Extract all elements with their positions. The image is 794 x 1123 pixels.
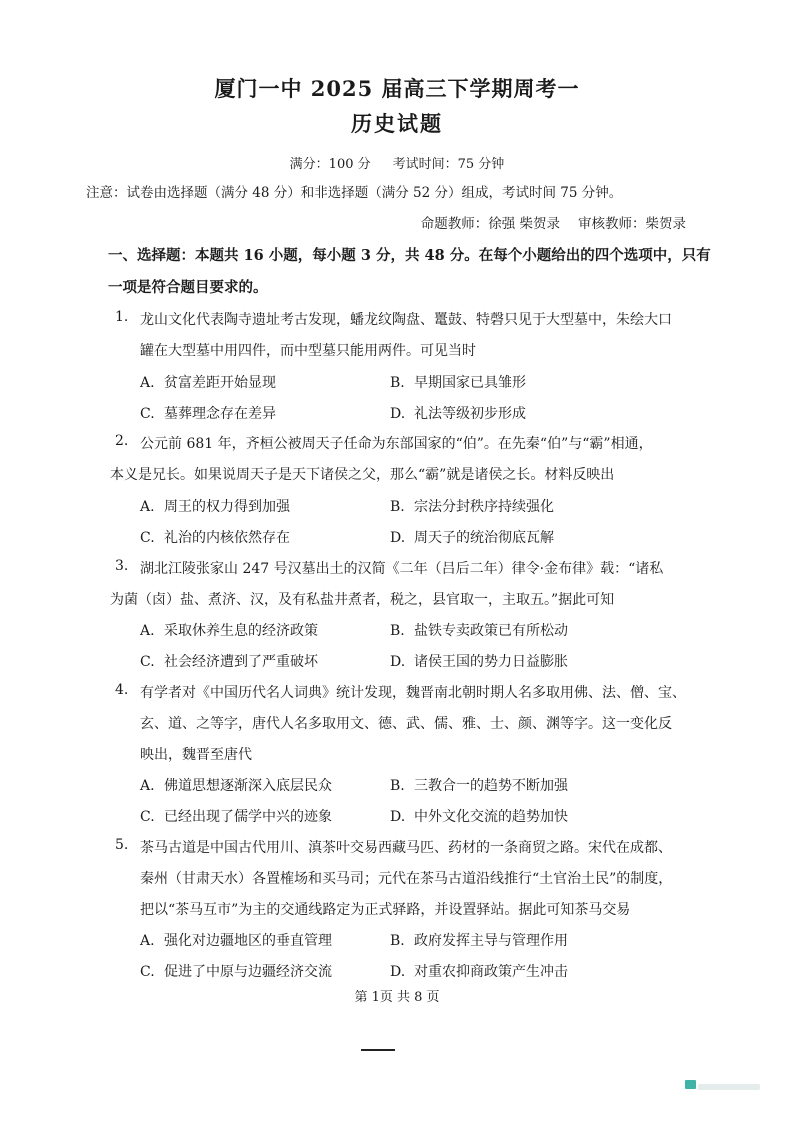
option-letter: B.	[390, 933, 405, 949]
option-b[interactable]	[390, 620, 568, 640]
option-letter: D.	[390, 809, 406, 825]
option-text: 礼治的内核依然存在	[164, 530, 290, 546]
question-setter: 命题教师：徐强 柴贺录	[420, 216, 560, 232]
question-number: 4.	[115, 682, 129, 698]
option-letter: A.	[140, 778, 155, 794]
option-c[interactable]	[140, 651, 318, 671]
question-number: 1.	[115, 309, 129, 325]
option-b[interactable]	[390, 930, 568, 950]
option-letter: D.	[390, 530, 406, 546]
option-a[interactable]	[140, 775, 332, 795]
option-b[interactable]	[390, 496, 554, 516]
question-number: 2.	[115, 433, 129, 449]
scan-watermark-icon	[685, 1080, 696, 1089]
page-number: 第 1页 共 8 页	[354, 990, 440, 1005]
option-d[interactable]	[390, 806, 568, 826]
option-text: 政府发挥主导与管理作用	[414, 933, 568, 949]
option-letter: B.	[390, 778, 405, 794]
question-number: 5.	[115, 837, 129, 853]
exam-title: 厦门一中 2025 届高三下学期周考一	[214, 76, 580, 101]
footer-divider	[361, 1049, 395, 1051]
option-letter: A.	[140, 499, 155, 515]
option-letter: A.	[140, 375, 155, 391]
option-a[interactable]	[140, 620, 318, 640]
option-c[interactable]	[140, 806, 332, 826]
option-text: 礼法等级初步形成	[414, 406, 526, 422]
option-text: 采取休养生息的经济政策	[164, 623, 318, 639]
option-d[interactable]	[390, 961, 568, 981]
question-text-line: 罐在大型墓中用四件，而中型墓只能用两件。可见当时	[140, 343, 476, 359]
option-text: 墓葬理念存在差异	[164, 406, 276, 422]
option-letter: C.	[140, 530, 155, 546]
section-heading-line-2: 一项是符合题目要求的。	[108, 279, 268, 296]
question-number: 3.	[115, 558, 129, 574]
option-text: 周天子的统治彻底瓦解	[414, 530, 554, 546]
option-text: 社会经济遭到了严重破坏	[164, 654, 318, 670]
question-text-line: 本义是兄长。如果说周天子是天下诸侯之父，那么“霸”就是诸侯之长。材料反映出	[110, 467, 615, 483]
option-text: 促进了中原与边疆经济交流	[164, 964, 332, 980]
option-c[interactable]	[140, 961, 332, 981]
option-text: 对重农抑商政策产生冲击	[414, 964, 568, 980]
option-letter: D.	[390, 964, 406, 980]
question-text-line: 公元前 681 年，齐桓公被周天子任命为东部国家的“伯”。在先秦“伯”与“霸”相通，	[140, 436, 653, 452]
option-text: 贫富差距开始显现	[164, 375, 276, 391]
option-text: 三教合一的趋势不断加强	[414, 778, 568, 794]
option-b[interactable]	[390, 372, 526, 392]
question-text-line: 湖北江陵张家山 247 号汉墓出土的汉简《二年（吕后二年）律令·金布律》载：“诸私	[140, 561, 664, 577]
option-text: 强化对边疆地区的垂直管理	[164, 933, 332, 949]
option-letter: C.	[140, 964, 155, 980]
option-letter: D.	[390, 406, 406, 422]
option-letter: D.	[390, 654, 406, 670]
exam-meta	[0, 153, 794, 172]
question-reviewer: 审核教师：柴贺录	[578, 216, 686, 232]
section-heading-line-1: 一、选择题：本题共 16 小题，每小题 3 分，共 48 分。在每个小题给出的四个选项中，只有	[108, 247, 711, 264]
option-letter: B.	[390, 623, 405, 639]
option-a[interactable]	[140, 496, 290, 516]
exam-time: 考试时间：75 分钟	[392, 157, 505, 172]
option-text: 早期国家已具雏形	[414, 375, 526, 391]
option-c[interactable]	[140, 527, 290, 547]
question-text-line: 有学者对《中国历代名人词典》统计发现，魏晋南北朝时期人名多取用佛、法、僧、宝、	[140, 685, 686, 701]
question-text-line: 玄、道、之等字，唐代人名多取用文、德、武、儒、雅、士、颜、渊等字。这一变化反	[140, 716, 672, 732]
question-text-line: 茶马古道是中国古代用川、滇茶叶交易西藏马匹、药材的一条商贸之路。宋代在成都、	[140, 840, 672, 856]
option-d[interactable]	[390, 527, 554, 547]
question-text-line: 龙山文化代表陶寺遗址考古发现，蟠龙纹陶盘、鼍鼓、特磬只见于大型墓中，朱绘大口	[140, 312, 672, 328]
option-c[interactable]	[140, 403, 276, 423]
option-letter: C.	[140, 406, 155, 422]
option-text: 已经出现了儒学中兴的迹象	[164, 809, 332, 825]
exam-subject: 历史试题	[351, 111, 443, 136]
option-a[interactable]	[140, 372, 276, 392]
question-text-line: 映出，魏晋至唐代	[140, 747, 252, 763]
full-score: 满分：100 分	[289, 157, 371, 172]
option-letter: C.	[140, 654, 155, 670]
exam-authors	[421, 212, 686, 232]
option-a[interactable]	[140, 930, 332, 950]
option-d[interactable]	[390, 651, 568, 671]
option-d[interactable]	[390, 403, 526, 423]
option-letter: C.	[140, 809, 155, 825]
option-letter: A.	[140, 933, 155, 949]
option-letter: B.	[390, 375, 405, 391]
question-text-line: 为菌（卤）盐、煮济、汉，及有私盐井煮者，税之，县官取一，主取五。”据此可知	[110, 592, 615, 608]
option-letter: B.	[390, 499, 405, 515]
option-text: 宗法分封秩序持续强化	[414, 499, 554, 515]
option-text: 诸侯王国的势力日益膨胀	[414, 654, 568, 670]
question-text-line: 把以“茶马互市”为主的交通线路定为正式驿路，并设置驿站。据此可知茶马交易	[140, 902, 631, 918]
question-text-line: 秦州（甘肃天水）各置榷场和买马司；元代在茶马古道沿线推行“土官治土民”的制度，	[140, 871, 673, 887]
option-text: 周王的权力得到加强	[164, 499, 290, 515]
option-letter: A.	[140, 623, 155, 639]
scan-watermark-bar	[698, 1084, 760, 1090]
exam-notice: 注意：试卷由选择题（满分 48 分）和非选择题（满分 52 分）组成，考试时间 75 分钟。	[86, 185, 623, 201]
option-text: 盐铁专卖政策已有所松动	[414, 623, 568, 639]
option-text: 佛道思想逐渐深入底层民众	[164, 778, 332, 794]
option-text: 中外文化交流的趋势加快	[414, 809, 568, 825]
option-b[interactable]	[390, 775, 568, 795]
